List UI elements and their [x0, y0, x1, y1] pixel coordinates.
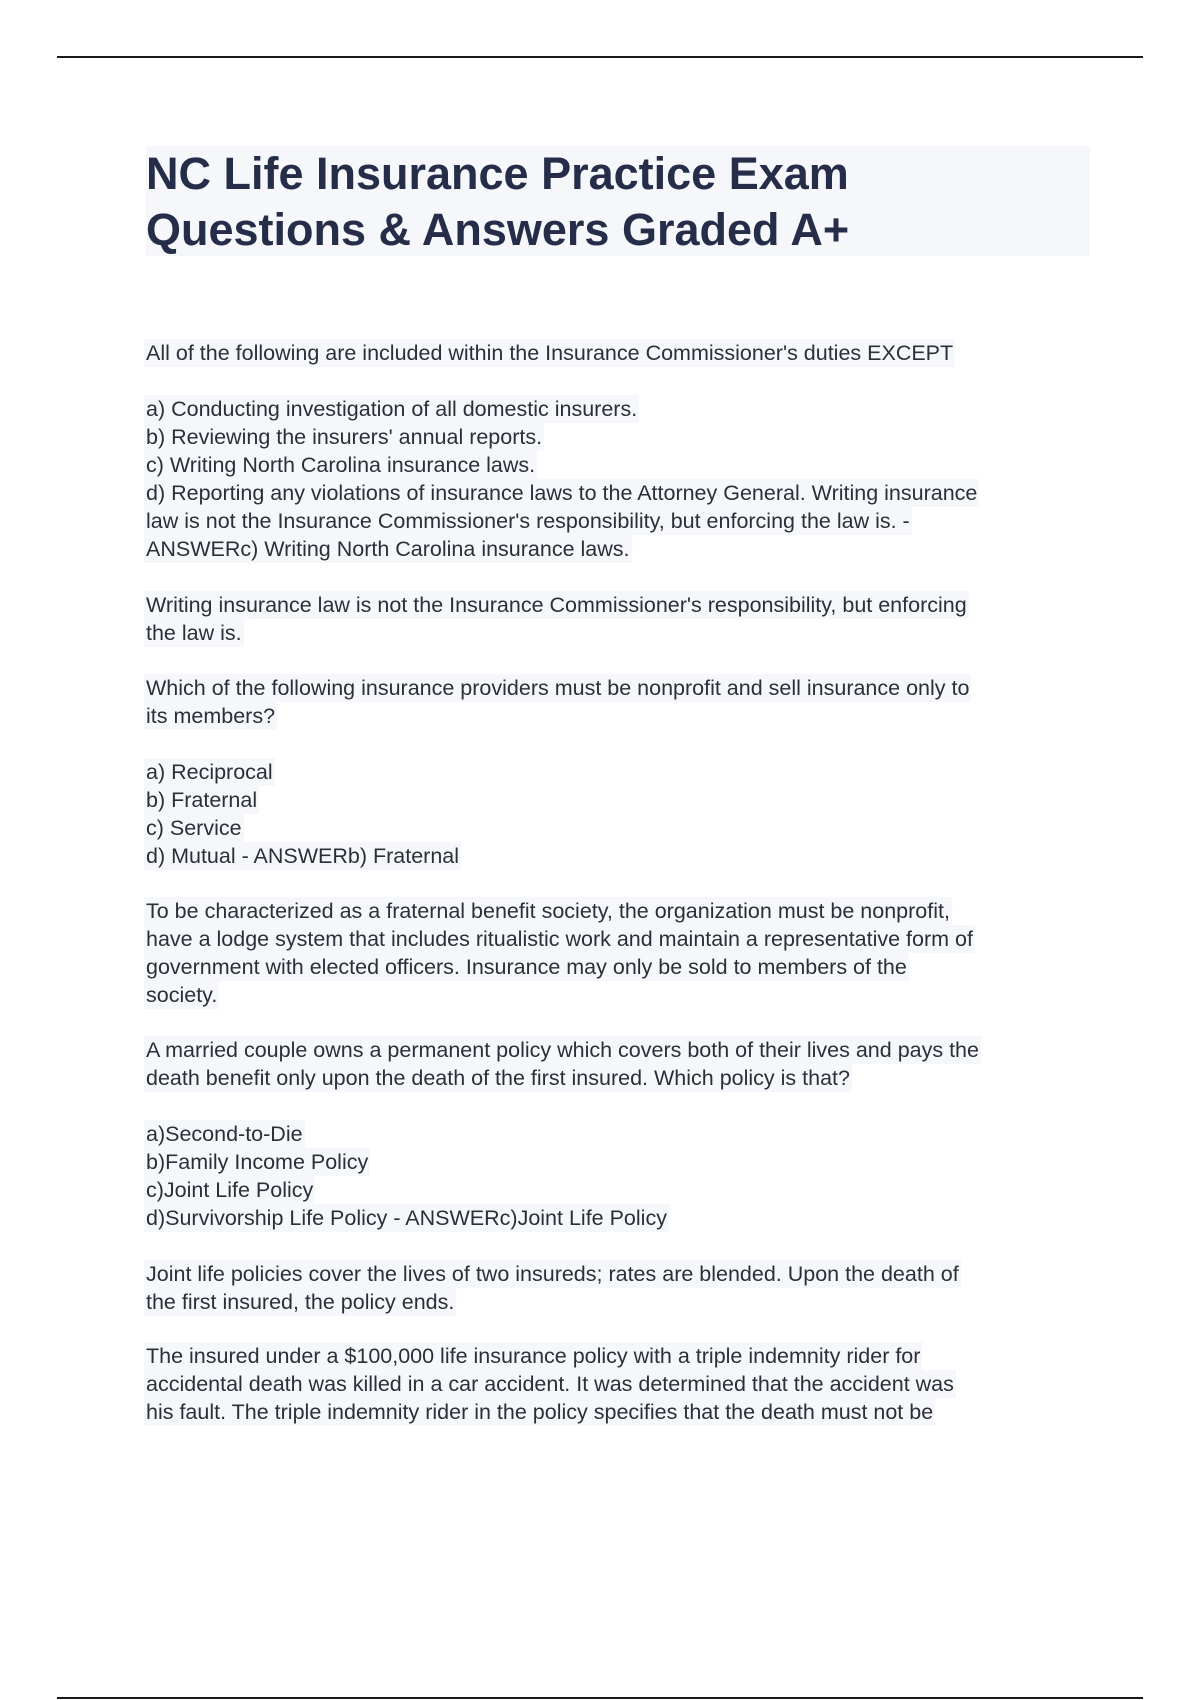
question-1-option-a: a) Conducting investigation of all domestic insurers.: [146, 397, 638, 421]
question-1-option-c: c) Writing North Carolina insurance laws.: [146, 453, 536, 477]
question-2-answer: d) Mutual - ANSWERb) Fraternal: [146, 844, 460, 868]
question-3-explanation-line-2: the first insured, the policy ends.: [146, 1290, 455, 1314]
question-2-explanation-line-3: government with elected officers. Insurance may only be sold to members of the: [146, 955, 907, 979]
question-1-explanation-line-2: the law is.: [146, 621, 242, 645]
question-2-option-c: c) Service: [146, 816, 242, 840]
question-3-text: A married couple owns a permanent policy which covers both of their lives and pays the: [146, 1038, 979, 1062]
question-3-explanation-line-1: Joint life policies cover the lives of two insureds; rates are blended. Upon the death of: [146, 1262, 959, 1286]
question-4-text-cont-1: accidental death was killed in a car accident. It was determined that the accident was: [146, 1372, 954, 1396]
question-2-text-cont: its members?: [146, 704, 276, 728]
question-1-option-b: b) Reviewing the insurers' annual reports.: [146, 425, 543, 449]
question-2-option-a: a) Reciprocal: [146, 760, 273, 784]
question-2-text: Which of the following insurance providers must be nonprofit and sell insurance only to: [146, 676, 970, 700]
question-1-option-d: d) Reporting any violations of insurance laws to the Attorney General. Writing insurance: [146, 481, 978, 505]
question-2-explanation-line-1: To be characterized as a fraternal benefit society, the organization must be nonprofit,: [146, 899, 950, 923]
question-2-explanation-line-4: society.: [146, 983, 218, 1007]
question-1-text: All of the following are included within the Insurance Commissioner's duties EXCEPT: [146, 341, 954, 365]
question-3-option-c: c)Joint Life Policy: [146, 1178, 314, 1202]
question-1-explanation-line-1: Writing insurance law is not the Insurance Commissioner's responsibility, but enforcing: [146, 593, 967, 617]
top-rule: [57, 56, 1143, 58]
page-title: [146, 146, 1090, 256]
question-2-explanation-line-2: have a lodge system that includes ritualistic work and maintain a representative form of: [146, 927, 973, 951]
question-3-option-a: a)Second-to-Die: [146, 1122, 303, 1146]
question-4-text-cont-2: his fault. The triple indemnity rider in the policy specifies that the death must not be: [146, 1400, 934, 1424]
question-1-answer: ANSWERc) Writing North Carolina insurance laws.: [146, 537, 630, 561]
question-1-option-d-cont: law is not the Insurance Commissioner's responsibility, but enforcing the law is. -: [146, 509, 910, 533]
question-3-text-cont: death benefit only upon the death of the first insured. Which policy is that?: [146, 1066, 850, 1090]
question-4-text: The insured under a $100,000 life insurance policy with a triple indemnity rider for: [146, 1344, 921, 1368]
bottom-rule: [57, 1697, 1143, 1699]
question-3-option-b: b)Family Income Policy: [146, 1150, 369, 1174]
question-3-answer: d)Survivorship Life Policy - ANSWERc)Joint Life Policy: [146, 1206, 667, 1230]
page-title-line-1: NC Life Insurance Practice Exam: [146, 148, 849, 199]
question-2-option-b: b) Fraternal: [146, 788, 258, 812]
page-title-line-2: Questions & Answers Graded A+: [146, 204, 850, 255]
